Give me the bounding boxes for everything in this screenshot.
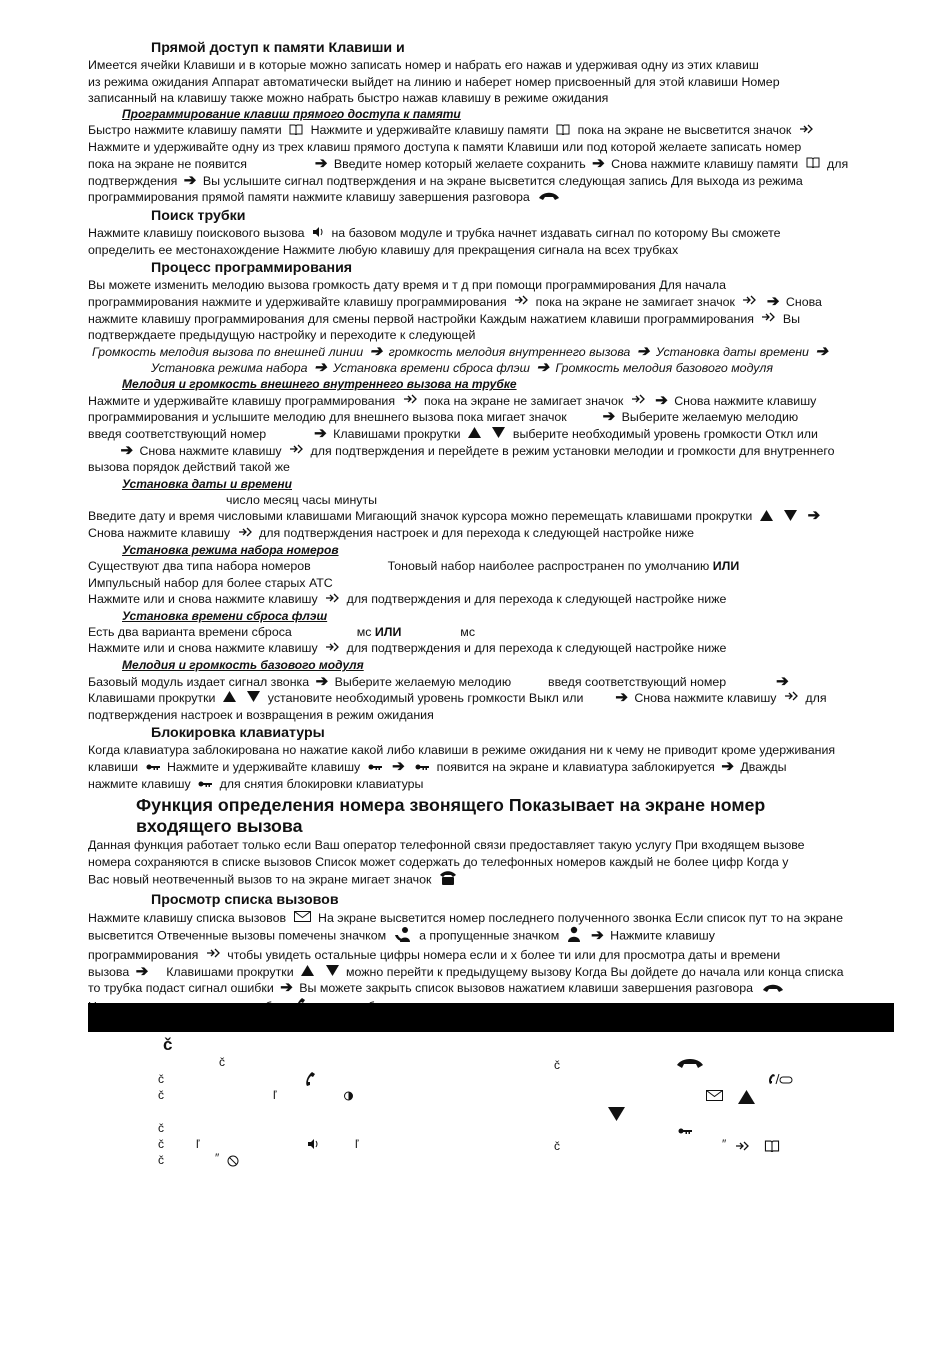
arrow-up-icon bbox=[760, 509, 773, 525]
text-line bbox=[88, 173, 894, 189]
text-span: появится на экране и клавиатура заблокируется bbox=[436, 759, 715, 774]
big-c-glyph: č bbox=[163, 1035, 173, 1054]
arrow-right-icon: ➔ bbox=[392, 757, 405, 775]
arrow-up-icon bbox=[738, 1090, 755, 1107]
text-span: клавиши bbox=[88, 759, 139, 774]
text-line bbox=[88, 344, 894, 360]
text-span: Дважды bbox=[740, 759, 787, 774]
text-line bbox=[88, 393, 894, 410]
arrow-right-icon: ➔ bbox=[315, 672, 329, 690]
text-span: Нажмите или и снова нажмите клавишу bbox=[88, 641, 318, 656]
arrow-right-icon: ➔ bbox=[280, 979, 293, 997]
text-line bbox=[88, 311, 894, 328]
arrow-right-icon: ➔ bbox=[721, 757, 734, 775]
arrow-right-icon: ➔ bbox=[369, 342, 383, 360]
book-icon bbox=[764, 1140, 780, 1155]
program-icon bbox=[238, 526, 252, 542]
text-line: Данная функция работает только если Ваш оператор телефонной связи предоставляет такую услугу При входящем вызове bbox=[88, 838, 805, 853]
text-span: Нажмите и удерживайте клавишу bbox=[166, 759, 361, 774]
program-icon bbox=[325, 641, 339, 657]
text-span: пока на экране не замигает значок bbox=[423, 393, 624, 408]
text-span: Выберите желаемую мелодию bbox=[621, 410, 799, 425]
arrow-down-icon bbox=[326, 964, 339, 980]
text-line bbox=[88, 640, 894, 657]
half-circle-icon bbox=[343, 1090, 354, 1104]
text-line bbox=[88, 156, 894, 173]
text-span: Нажмите клавишу bbox=[610, 928, 715, 943]
arrow-right-icon: ➔ bbox=[766, 292, 780, 310]
text-span: подтверждения bbox=[88, 173, 178, 188]
text-span: нажмите клавишу bbox=[88, 776, 191, 791]
text-span: Быстро нажмите клавишу памяти bbox=[88, 123, 282, 138]
text-span: Выберите желаемую мелодию bbox=[334, 674, 512, 689]
arrow-right-icon: ➔ bbox=[776, 672, 789, 690]
text-span: установите необходимый уровень громкости Выкл или bbox=[267, 690, 584, 705]
text-span: пока на экране не высветится значок bbox=[577, 123, 792, 138]
black-banner bbox=[88, 1003, 894, 1032]
text-span: на базовом модуле и трубка начнет издавать сигнал по которому Вы сможете bbox=[331, 225, 781, 240]
arrow-right-icon: ➔ bbox=[636, 342, 650, 360]
text-line bbox=[88, 189, 894, 206]
text-span: Установка режима набора bbox=[151, 361, 308, 376]
text-line: Нажмите и удерживайте одну из трех клавиш прямого доступа к памяти Клавиши или под которой желаете записать номер bbox=[88, 140, 802, 155]
arrow-down-icon bbox=[247, 690, 260, 706]
text-span: Нажмите и удерживайте клавишу памяти bbox=[310, 123, 549, 138]
text-span: Базовый модуль издает сигнал звонка bbox=[88, 674, 310, 689]
text-span: Снова нажмите клавишу памяти bbox=[611, 156, 799, 171]
text-line bbox=[88, 964, 894, 981]
manual-page bbox=[88, 38, 894, 1018]
text-span: Нажмите клавишу списка вызовов bbox=[88, 910, 287, 925]
key-icon bbox=[198, 776, 212, 792]
text-span: выберите необходимый уровень громкости Откл или bbox=[512, 426, 818, 441]
heading-caller-id: Функция определения номера звонящего Показывает на экране номер bbox=[136, 795, 766, 816]
text-line bbox=[88, 776, 894, 793]
text-span: Вас новый неотвеченный вызов то на экране мигает значок bbox=[88, 872, 432, 887]
text-span: программирования прямой памяти нажмите клавишу завершения разговора bbox=[88, 189, 530, 204]
arrow-up-icon bbox=[301, 964, 314, 980]
text-span: Введите номер который желаете сохранить bbox=[333, 156, 586, 171]
text-span: Снова нажмите клавишу bbox=[634, 690, 777, 705]
program-icon bbox=[206, 947, 220, 963]
text-line: число месяц часы минуты bbox=[226, 493, 378, 508]
program-icon bbox=[799, 123, 813, 139]
subheading-flash-time: Установка времени сброса флэш bbox=[122, 608, 328, 623]
text-line bbox=[88, 443, 894, 460]
book-icon bbox=[806, 156, 820, 172]
text-line bbox=[88, 674, 894, 690]
key-icon bbox=[678, 1124, 692, 1138]
text-span: мс bbox=[460, 625, 476, 640]
arrow-right-icon: ➔ bbox=[135, 962, 149, 980]
key-icon bbox=[415, 759, 429, 775]
subheading-handset-melody: Мелодия и громкость внешнего внутреннего вызова на трубке bbox=[122, 377, 517, 392]
text-span: Снова нажмите клавишу bbox=[139, 443, 282, 458]
text-span: для подтверждения настроек и для перехода к следующей настройке ниже bbox=[259, 526, 694, 541]
text-line bbox=[88, 558, 894, 574]
offhook-clear-icon bbox=[767, 1073, 793, 1088]
text-span: пока на экране не замигает значок bbox=[535, 294, 735, 309]
text-span: программирования bbox=[88, 947, 199, 962]
text-span: для подтверждения и для перехода к следующей настройке ниже bbox=[346, 591, 727, 606]
arrow-right-icon: ➔ bbox=[314, 154, 328, 172]
arrow-up-icon bbox=[468, 426, 481, 442]
text-span: высветится Отвеченные вызовы помечены значком bbox=[88, 928, 387, 943]
heading-programming: Процесс программирования bbox=[151, 260, 353, 277]
text-line: из режима ожидания Аппарат автоматически выйдет на линию и наберет номер присвоенный для этой клавиши Номер bbox=[88, 74, 780, 89]
heading-handset-search: Поиск трубки bbox=[151, 207, 246, 224]
text-line bbox=[88, 926, 894, 946]
arrow-right-icon: ➔ bbox=[183, 171, 197, 189]
text-span: Введите дату и время числовыми клавишами Мигающий значок курсора можно перемещать клавишами прокрутки bbox=[88, 509, 753, 524]
text-span: Вы можете закрыть список вызовов нажатием клавиши завершения разговора bbox=[299, 981, 754, 996]
no-sound-icon bbox=[227, 1155, 239, 1170]
key-icon bbox=[368, 759, 382, 775]
text-span: На экране высветится номер последнего полученного звонка Если список пут то на экране bbox=[318, 910, 844, 925]
glyph: ľ bbox=[273, 1088, 277, 1102]
arrow-right-icon: ➔ bbox=[615, 688, 628, 706]
text-line bbox=[88, 525, 894, 542]
arrow-right-icon: ➔ bbox=[602, 408, 616, 426]
text-span: Вы bbox=[782, 311, 801, 326]
hangup-icon bbox=[675, 1057, 705, 1072]
text-span: Есть два варианта времени сброса bbox=[88, 625, 292, 640]
text-span: нажмите клавишу программирования для смены первой настройки Каждым нажатием клавиши программирования bbox=[88, 311, 754, 326]
subheading-program-memory: Программирование клавиш прямого доступа к памяти bbox=[122, 107, 461, 122]
text-line: подтверждаете предыдущую настройку и переходите к следующей bbox=[88, 328, 476, 343]
text-line bbox=[88, 122, 894, 139]
arrow-right-icon: ➔ bbox=[536, 359, 549, 377]
glyph: č bbox=[219, 1055, 225, 1069]
arrow-right-icon: ➔ bbox=[591, 926, 604, 944]
text-span: ИЛИ bbox=[712, 559, 740, 574]
text-span: для снятия блокировки клавиатуры bbox=[219, 776, 424, 791]
missed-icon bbox=[567, 926, 581, 946]
text-span: можно перейти к предыдущему вызову Когда Вы дойдете до начала или конца списка bbox=[346, 964, 844, 979]
text-span: для bbox=[805, 690, 827, 705]
text-line bbox=[88, 225, 894, 242]
arrow-down-icon bbox=[608, 1107, 625, 1124]
answered-icon bbox=[394, 926, 412, 946]
hangup-icon bbox=[761, 981, 785, 997]
program-icon bbox=[742, 294, 756, 310]
text-span: чтобы увидеть остальные цифры номера если и х более ти или для просмотра даты и времени bbox=[227, 947, 781, 962]
text-span: Тоновый набор наиболее распространен по умолчанию bbox=[387, 559, 710, 574]
glyph: č bbox=[554, 1139, 560, 1153]
arrow-right-icon: ➔ bbox=[313, 359, 327, 377]
glyph: ″ bbox=[722, 1137, 727, 1151]
program-icon bbox=[514, 294, 528, 310]
program-icon bbox=[289, 443, 303, 459]
text-line: Вы можете изменить мелодию вызова громкость дату время и т д при помощи программирования Для начала bbox=[88, 278, 726, 293]
text-span: для подтверждения и перейдете в режим установки мелодии и громкости для внутреннего bbox=[310, 443, 835, 458]
text-line bbox=[88, 947, 894, 964]
text-line bbox=[88, 980, 894, 997]
text-span: пока на экране не появится bbox=[88, 156, 247, 171]
text-line: подтверждения настроек и возвращения в режим ожидания bbox=[88, 707, 434, 722]
text-line bbox=[88, 360, 894, 376]
text-line bbox=[88, 426, 894, 443]
arrow-right-icon: ➔ bbox=[807, 507, 821, 525]
text-span: Нажмите или и снова нажмите клавишу bbox=[88, 591, 318, 606]
subheading-dial-mode: Установка режима набора номеров bbox=[122, 543, 339, 558]
key-icon bbox=[146, 759, 160, 775]
program-icon bbox=[631, 393, 645, 409]
text-span: Громкость мелодия базового модуля bbox=[555, 361, 773, 376]
text-span: Громкость мелодия вызова по внешней линии bbox=[92, 344, 364, 359]
program-icon bbox=[784, 690, 798, 706]
text-line bbox=[88, 690, 894, 707]
text-span: ИЛИ bbox=[374, 625, 402, 640]
text-span: Нажмите клавишу поискового вызова bbox=[88, 225, 305, 240]
text-span: мс bbox=[356, 625, 372, 640]
text-span: введя соответствующий номер bbox=[88, 426, 267, 441]
arrow-right-icon: ➔ bbox=[120, 441, 134, 459]
envelope-icon bbox=[294, 910, 311, 926]
text-span: Установка времени сброса флэш bbox=[333, 361, 530, 376]
program-icon bbox=[325, 592, 339, 608]
text-span: то трубка подаст сигнал ошибки bbox=[88, 981, 274, 996]
page-icon bbox=[312, 226, 324, 242]
heading-call-list: Просмотр списка вызовов bbox=[151, 892, 339, 909]
text-line bbox=[88, 294, 894, 311]
arrow-right-icon: ➔ bbox=[314, 424, 327, 442]
text-span: для подтверждения и для перехода к следующей настройке ниже bbox=[346, 641, 727, 656]
text-span: программирования нажмите и удерживайте клавишу программирования bbox=[88, 294, 507, 309]
text-span: Снова нажмите клавишу bbox=[88, 526, 231, 541]
text-line: записанный на клавишу также можно набрать быстро нажав клавишу в режиме ожидания bbox=[88, 90, 609, 105]
glyph: ľ bbox=[355, 1137, 359, 1151]
text-span: громкость мелодия внутреннего вызова bbox=[388, 344, 631, 359]
arrow-right-icon: ➔ bbox=[815, 342, 828, 360]
text-line bbox=[88, 409, 894, 425]
text-line bbox=[88, 624, 894, 640]
hangup-icon bbox=[537, 189, 561, 205]
glyph: č bbox=[158, 1121, 164, 1135]
page-icon bbox=[307, 1138, 319, 1153]
text-span: Нажмите и удерживайте клавишу программирования bbox=[88, 393, 396, 408]
arrow-right-icon: ➔ bbox=[655, 391, 668, 409]
program-icon bbox=[735, 1140, 749, 1155]
text-line: Когда клавиатура заблокирована но нажатие какой либо клавиши в режиме ожидания ни к чему не приводит кроме удерживания bbox=[88, 743, 836, 758]
heading-caller-id-2: входящего вызова bbox=[136, 816, 303, 837]
book-icon bbox=[289, 123, 303, 139]
offhook-icon bbox=[302, 1071, 316, 1090]
arrow-up-icon bbox=[223, 690, 236, 706]
glyph: č bbox=[158, 1072, 164, 1086]
text-line bbox=[88, 508, 894, 525]
text-line: вызова порядок действий такой же bbox=[88, 460, 290, 475]
book-icon bbox=[556, 123, 570, 139]
text-line: Имеется ячейки Клавиши и в которые можно записать номер и набрать его нажав и удерживая одну из этих клавиш bbox=[88, 58, 759, 73]
text-span: Клавишами прокрутки bbox=[166, 964, 294, 979]
text-span: Снова нажмите клавишу bbox=[674, 393, 817, 408]
program-icon bbox=[761, 311, 775, 327]
glyph: č bbox=[158, 1153, 164, 1167]
text-span: Снова bbox=[785, 294, 822, 309]
text-span: Вы услышите сигнал подтверждения и на экране высветится следующая запись Для выхода из режима bbox=[202, 173, 803, 188]
heading-memory-direct: Прямой доступ к памяти Клавиши и bbox=[151, 40, 405, 56]
text-span: введя соответствующий номер bbox=[548, 674, 727, 689]
text-line bbox=[88, 591, 894, 608]
glyph: č bbox=[158, 1137, 164, 1151]
text-line: номера сохраняются в списке вызовов Список может содержать до телефонных номеров каждый не более цифр Когда у bbox=[88, 854, 789, 869]
text-span: Установка даты времени bbox=[655, 344, 809, 359]
program-icon bbox=[403, 393, 417, 409]
arrow-down-icon bbox=[492, 426, 505, 442]
heading-keypad-lock: Блокировка клавиатуры bbox=[151, 725, 325, 742]
arrow-right-icon: ➔ bbox=[592, 154, 605, 172]
text-span: а пропущенные значком bbox=[419, 928, 560, 943]
text-span: Существуют два типа набора номеров bbox=[88, 559, 311, 574]
text-line: Импульсный набор для более старых АТС bbox=[88, 575, 333, 590]
text-span: Клавишами прокрутки bbox=[88, 690, 216, 705]
text-line bbox=[88, 759, 894, 776]
glyph: č bbox=[554, 1058, 560, 1072]
envelope-icon bbox=[706, 1090, 723, 1104]
text-line bbox=[88, 870, 894, 890]
text-span: Клавишами прокрутки bbox=[333, 426, 461, 441]
subheading-date-time: Установка даты и времени bbox=[122, 476, 292, 491]
subheading-base-melody: Мелодия и громкость базового модуля bbox=[122, 658, 364, 673]
glyph: č bbox=[158, 1088, 164, 1102]
text-span: программирования и услышите мелодию для внешнего вызова пока мигает значок bbox=[88, 410, 567, 425]
text-span: вызова bbox=[88, 964, 130, 979]
arrow-down-icon bbox=[784, 509, 797, 525]
glyph: ľ bbox=[196, 1137, 200, 1151]
phone-ring-icon bbox=[439, 870, 457, 890]
glyph: ″ bbox=[215, 1151, 220, 1165]
text-line: определить ее местонахождение Нажмите любую клавишу для прекращения сигнала на всех трубках bbox=[88, 242, 679, 257]
text-span: для bbox=[827, 156, 849, 171]
text-line bbox=[88, 910, 894, 927]
